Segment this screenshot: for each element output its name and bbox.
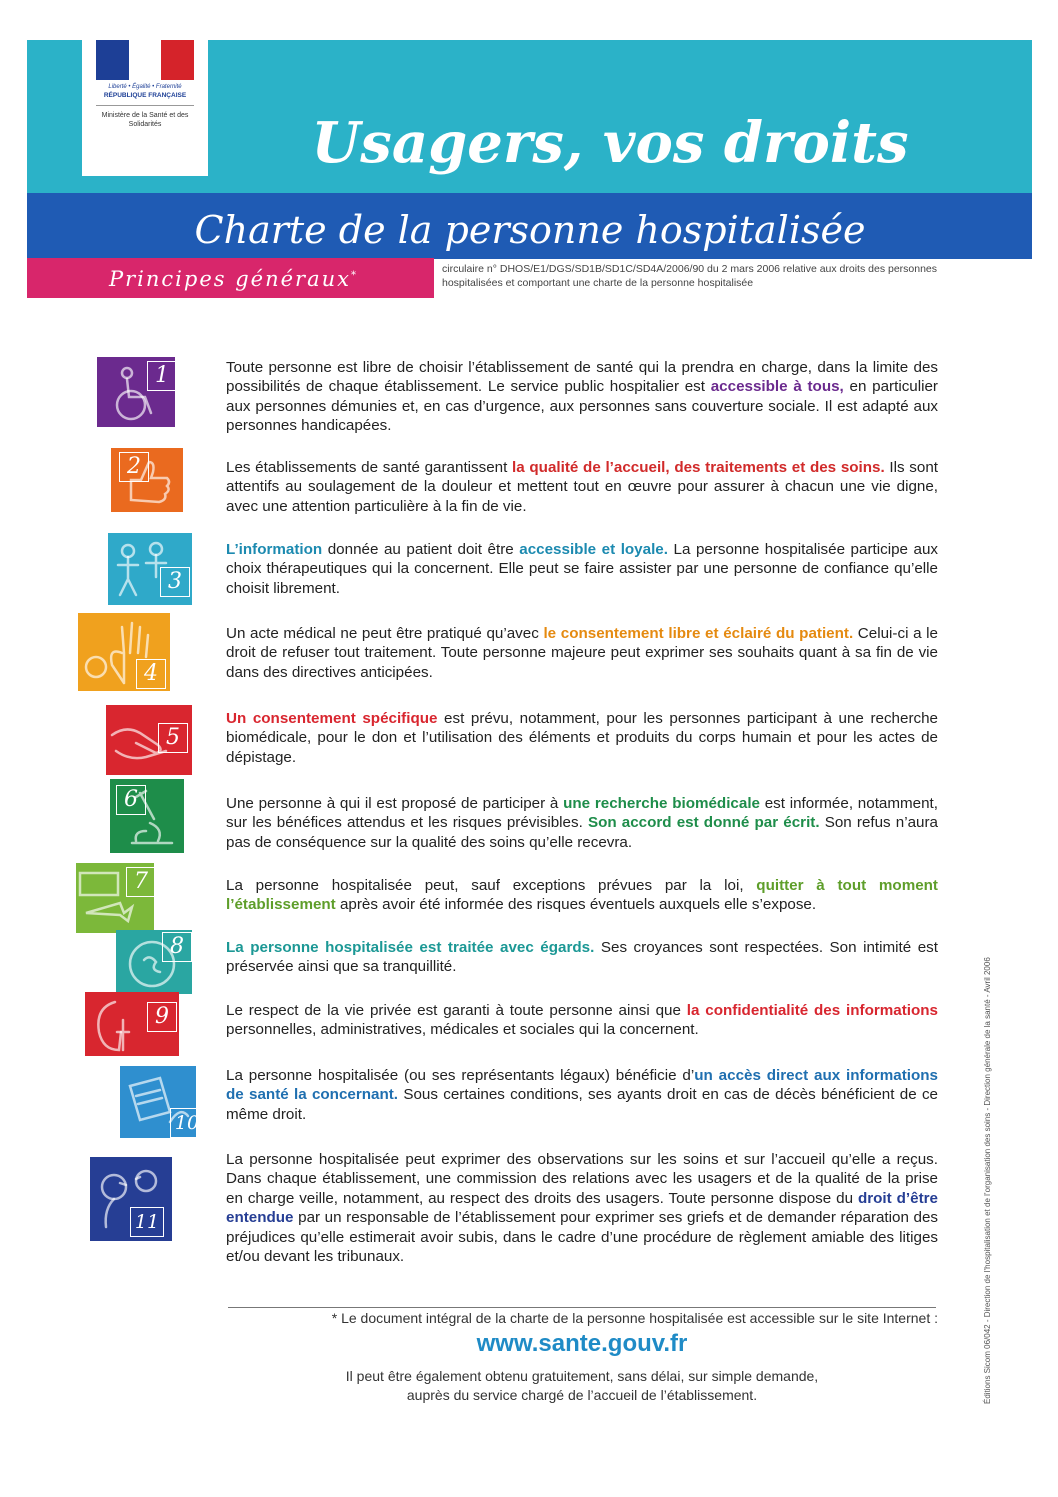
- wheelchair-icon: [97, 357, 175, 427]
- highlighted-text: accessible et loyale.: [519, 541, 668, 558]
- marianne-flag-icon: [96, 40, 194, 80]
- principle-text-10: [226, 1066, 938, 1124]
- principle-text-8: [226, 938, 938, 977]
- principle-number: 9: [147, 1002, 177, 1032]
- principle-text-3: [226, 540, 938, 598]
- logo-ministere: Ministère de la Santé et des Solidarités: [101, 112, 189, 128]
- page-title: Usagers, vos droits: [311, 110, 909, 176]
- body-text: La personne hospitalisée peut exprimer des observations sur les soins et sur l’accueil qu’elle a reçus. Dans chaque établissement, une commission des relations avec les usagers et de la qualité de la prise en charge veille, notamment, au respect des droits des usagers. Toute personne dispose du: [226, 1151, 938, 1207]
- principes-heading: Principes généraux*: [109, 267, 356, 291]
- microscope-icon: [110, 779, 184, 853]
- highlighted-text: la qualité de l’accueil, des traitements et des soins.: [512, 459, 885, 476]
- face-profile-icon: [116, 930, 192, 994]
- thumbs-up-icon: [111, 448, 183, 512]
- body-text: après avoir été informée des risques éventuels auxquels elle s’expose.: [335, 896, 817, 914]
- body-text: est informée, notamment, sur les bénéfices attendus et les risques prévisibles.: [226, 795, 938, 832]
- principle-text-5: [226, 709, 938, 767]
- principle-number: 7: [126, 867, 156, 897]
- body-text: La personne hospitalisée (ou ses représentants légaux) bénéficie d’: [226, 1067, 695, 1084]
- body-text: par un responsable de l’établissement pour exprimer ses griefs et de demander réparation des préjudices qu’elle estimerait avoir subis, dans le cadre d’une procédure de règlement amiable des litiges et/ou devant les tribunaux.: [226, 1209, 938, 1266]
- obtain-line-1: Il peut être également obtenu gratuitement, sans délai, sur simple demande,: [345, 1368, 819, 1384]
- highlighted-text: Un consentement spécifique: [226, 710, 438, 727]
- people-icon: [108, 533, 192, 605]
- body-text: donnée au patient doit être: [322, 541, 520, 558]
- principle-number: 5: [158, 723, 188, 753]
- highlighted-text: accessible à tous,: [710, 378, 844, 396]
- body-text: La personne hospitalisée participe aux choix thérapeutiques qui la concernent. Elle peut se faire assister par une personne de confiance qu’elle choisit librement.: [226, 541, 938, 597]
- principle-number: 6: [116, 785, 146, 815]
- body-text: Un acte médical ne peut être pratiqué qu’avec: [226, 625, 544, 642]
- circulaire-reference: circulaire n° DHOS/E1/DGS/SD1B/SD1C/SD4A/2006/90 du 2 mars 2006 relative aux droits des personnes hospitalisées et comportant une charte de la personne hospitalisée: [442, 263, 938, 289]
- silence-icon: [85, 992, 179, 1056]
- principle-text-2: [226, 458, 938, 516]
- body-text: est prévu, notamment, pour les personnes participant à une recherche biomédicale, pour le don et l’utilisation des éléments et produits du corps humain et pour les actes de dépistage.: [226, 710, 938, 766]
- principle-text-6: [226, 794, 938, 852]
- principle-text-4: [226, 624, 938, 682]
- body-text: Ses croyances sont respectées. Son intimité est préservée ainsi que sa tranquillité.: [226, 939, 938, 976]
- obtain-line-2: auprès du service chargé de l’accueil de l’établissement.: [406, 1387, 758, 1403]
- handshake-icon: [106, 705, 192, 775]
- highlighted-text: Son accord est donné par écrit.: [587, 814, 820, 832]
- principle-text-1: [226, 358, 938, 436]
- body-text: La personne hospitalisée peut, sauf exceptions prévues par la loi,: [226, 877, 757, 894]
- document-hand-icon: [120, 1066, 200, 1138]
- highlighted-text: La personne hospitalisée est traitée avec égards.: [226, 939, 595, 956]
- raised-hand-icon: [78, 613, 170, 691]
- body-text: Les établissements de santé garantissent: [226, 459, 513, 476]
- principle-number: 1: [147, 361, 177, 391]
- logo-republique: RÉPUBLIQUE FRANÇAISE: [103, 92, 187, 99]
- highlighted-text: droit d’être entendue: [226, 1189, 939, 1227]
- body-text: Le respect de la vie privée est garanti à toute personne ainsi que: [226, 1002, 687, 1019]
- body-text: Son refus n’aura pas de conséquence sur la qualité des soins qu’elle recevra.: [226, 814, 939, 851]
- principle-number: 8: [162, 932, 192, 962]
- highlighted-text: L’information: [226, 541, 323, 558]
- principle-text-11: [226, 1150, 938, 1266]
- footnote: * Le document intégral de la charte de la personne hospitalisée est accessible sur le site Internet :: [331, 1310, 938, 1326]
- body-text: Sous certaines conditions, ses ayants droit en cas de décès bénéficient de ce même droit.: [226, 1086, 938, 1123]
- side-credit: Éditions Sicom 06/042 - Direction de l’hospitalisation et de l’organisation des soins - Direction générale de la santé - Avril 2006: [983, 957, 992, 1404]
- principle-text-9: [226, 1001, 938, 1040]
- body-text: Une personne à qui il est proposé de participer à: [226, 795, 564, 812]
- principle-number: 2: [119, 452, 149, 482]
- website-link[interactable]: www.sante.gouv.fr: [476, 1330, 688, 1357]
- body-text: personnelles, administratives, médicales et sociales qui la concernent.: [226, 1021, 699, 1039]
- highlighted-text: la confidentialité des informations: [686, 1002, 938, 1019]
- principle-number: 3: [160, 567, 190, 597]
- page-subtitle: Charte de la personne hospitalisée: [194, 208, 866, 252]
- speaking-faces-icon: [90, 1157, 172, 1241]
- footer-divider: [228, 1307, 936, 1308]
- logo-motto: Liberté • Égalité • Fraternité: [108, 84, 182, 90]
- obtain-info: [226, 1367, 938, 1405]
- body-text: en particulier aux personnes démunies et, en cas d’urgence, aux personnes sans couverture sociale. Il est adapté aux personnes handicapées.: [226, 378, 938, 435]
- principle-number: 11: [130, 1207, 164, 1237]
- body-text: Toute personne est libre de choisir l’établissement de santé qui la prendra en charge, dans la limite des possibilités de chaque établissement. Le service public hospitalier est: [226, 359, 938, 396]
- highlighted-text: un accès direct aux informations de santé la concernant.: [226, 1067, 938, 1104]
- republique-logo: [82, 30, 208, 176]
- highlighted-text: une recherche biomédicale: [563, 795, 760, 812]
- highlighted-text: quitter à tout moment l’établissement: [226, 877, 938, 914]
- principle-text-7: [226, 876, 938, 915]
- principle-number: 4: [136, 659, 166, 689]
- highlighted-text: le consentement libre et éclairé du patient.: [543, 625, 854, 642]
- exit-sign-icon: [76, 863, 154, 933]
- principle-number: 10: [170, 1108, 204, 1138]
- body-text: Ils sont attentifs au soulagement de la douleur et mettent tout en œuvre pour assurer à chacun une vie digne, avec une attention particulière à la fin de vie.: [226, 459, 938, 515]
- body-text: Celui-ci a le droit de refuser tout traitement. Toute personne majeure peut exprimer ses souhaits quant à sa fin de vie dans des directives anticipées.: [226, 625, 938, 681]
